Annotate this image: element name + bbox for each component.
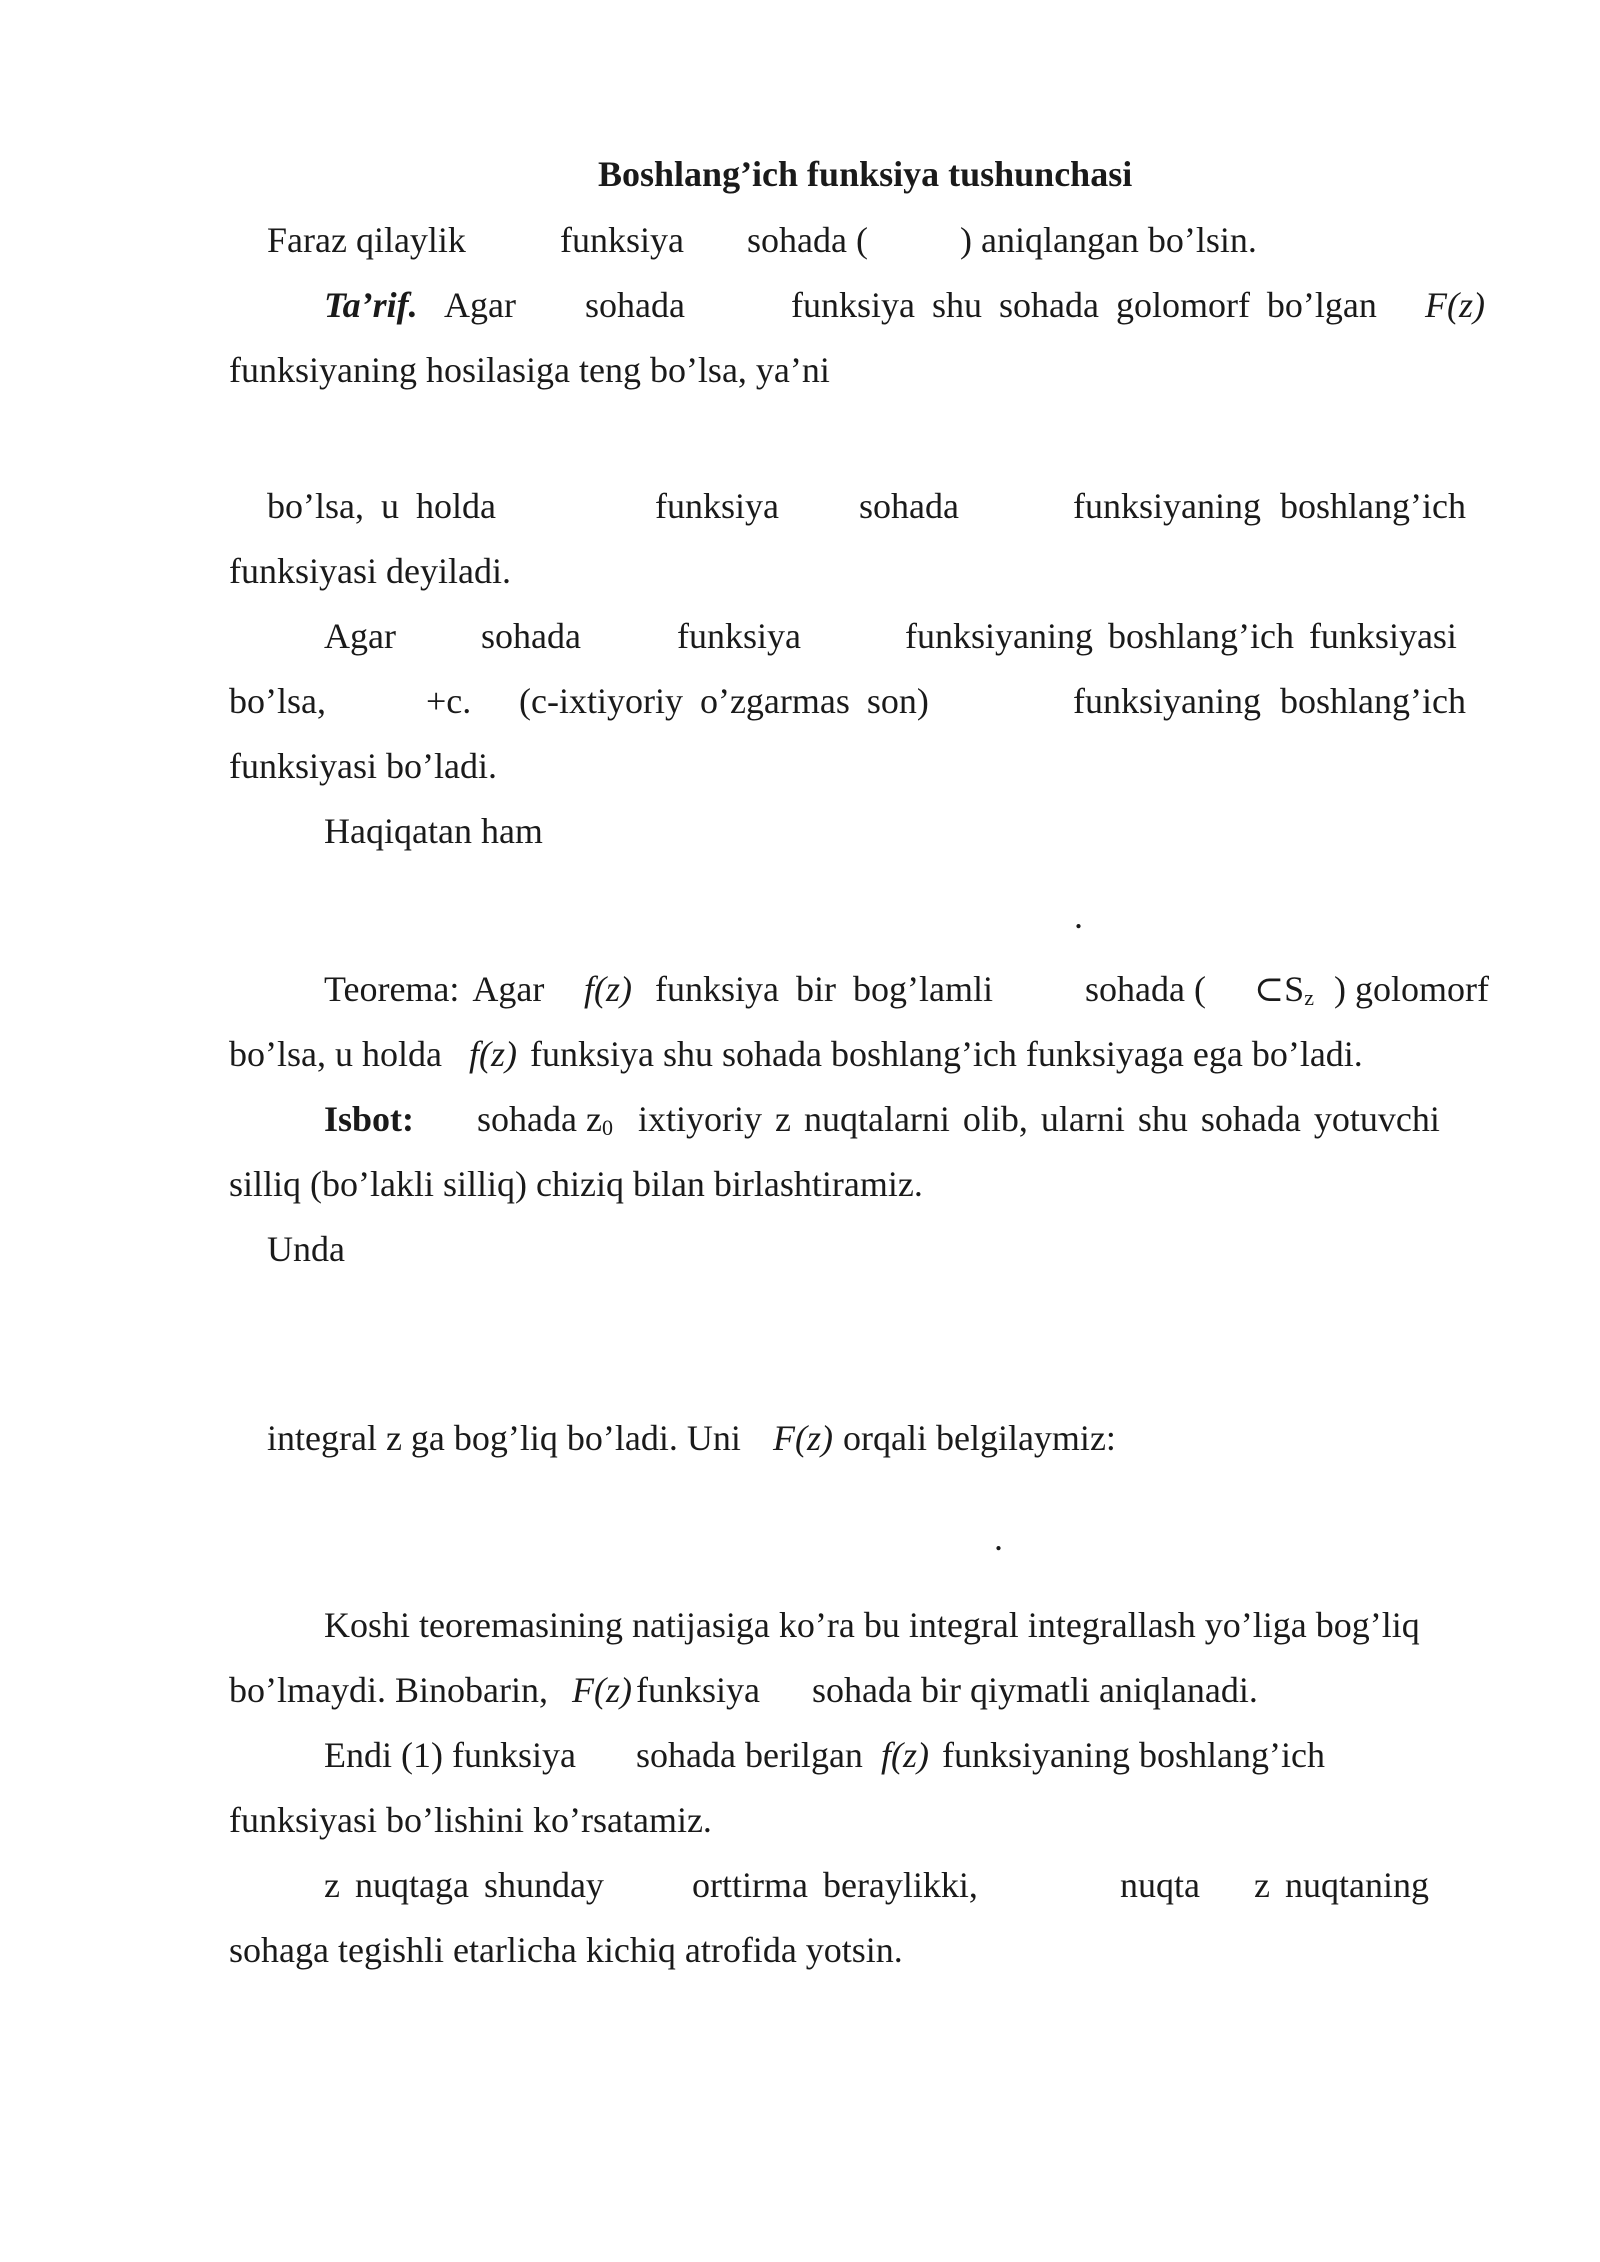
- text: z nuqtaning: [1254, 1865, 1429, 1905]
- text: Faraz qilaylik: [267, 220, 466, 260]
- text: bo’lsa, u holda: [267, 486, 496, 526]
- text: sohada (: [747, 220, 868, 260]
- text: bo’lsa, u holda: [229, 1034, 442, 1074]
- line-15: Unda: [267, 1229, 345, 1269]
- line-9: Haqiqatan ham: [324, 811, 543, 851]
- text: funksiya shu sohada golomorf bo’lgan: [791, 285, 1377, 325]
- text: sohada: [859, 486, 959, 526]
- proof-label: Isbot:: [324, 1099, 415, 1139]
- text: sohada $z_0$: [477, 1099, 613, 1140]
- subset-symbol: $\subset S_z$: [1254, 969, 1314, 1010]
- line-14: silliq (bo’lakli silliq) chiziq bilan birlashtiramiz.: [229, 1164, 923, 1204]
- math-F-z: F(z): [1425, 285, 1485, 325]
- text: sohada (: [1085, 969, 1206, 1009]
- text: Agar: [324, 616, 396, 656]
- text: Endi (1) funksiya: [324, 1735, 576, 1775]
- text: ) golomorf: [1334, 969, 1489, 1009]
- line-8: funksiyasi bo’ladi.: [229, 746, 497, 786]
- text: sohada: [585, 285, 685, 325]
- text: funksiya: [655, 486, 779, 526]
- text: nuqta: [1120, 1865, 1200, 1905]
- page-title: Boshlang’ich funksiya tushunchasi: [598, 154, 1133, 194]
- text: orqali belgilaymiz:: [843, 1418, 1116, 1458]
- text: funksiyaning boshlang’ich: [942, 1735, 1325, 1775]
- math-F-z: F(z): [773, 1418, 833, 1458]
- line-23: sohaga tegishli etarlicha kichiq atrofida yotsin.: [229, 1930, 903, 1970]
- line-3: funksiyaning hosilasiga teng bo’lsa, ya’ni: [229, 350, 830, 390]
- math-f-z: f(z): [584, 969, 632, 1009]
- text: orttirma beraylikki,: [692, 1865, 978, 1905]
- text: funksiyaning boshlang’ich funksiyasi: [905, 616, 1457, 656]
- text: (c-ixtiyoriy o’zgarmas son): [519, 681, 929, 721]
- line-5: funksiyasi deyiladi.: [229, 551, 511, 591]
- math-F-z: F(z): [572, 1670, 632, 1710]
- text: funksiya: [677, 616, 801, 656]
- text: ixtiyoriy z nuqtalarni olib, ularni shu sohada yotuvchi: [638, 1099, 1440, 1139]
- text: funksiyaning boshlang’ich: [1073, 486, 1466, 526]
- text: funksiya: [636, 1670, 760, 1710]
- text: Agar: [444, 285, 516, 325]
- text: integral z ga bog’liq bo’ladi. Uni: [267, 1418, 741, 1458]
- text: funksiya shu sohada boshlang’ich funksiyaga ega bo’ladi.: [530, 1034, 1363, 1074]
- text: sohada berilgan: [636, 1735, 863, 1775]
- line-21: funksiyasi bo’lishini ko’rsatamiz.: [229, 1800, 712, 1840]
- text: bo’lsa,: [229, 681, 326, 721]
- text: sohada: [481, 616, 581, 656]
- text: ) aniqlangan bo’lsin.: [960, 220, 1257, 260]
- line-17-period: .: [994, 1518, 1003, 1558]
- text: +c.: [426, 681, 472, 721]
- text: funksiyaning boshlang’ich: [1073, 681, 1466, 721]
- text: sohada bir qiymatli aniqlanadi.: [812, 1670, 1258, 1710]
- line-10-period: .: [1074, 896, 1083, 936]
- text: funksiya: [560, 220, 684, 260]
- math-f-z: f(z): [469, 1034, 517, 1074]
- text: z nuqtaga shunday: [324, 1865, 604, 1905]
- math-f-z: f(z): [881, 1735, 929, 1775]
- text: bo’lmaydi. Binobarin,: [229, 1670, 548, 1710]
- line-18: Koshi teoremasining natijasiga ko’ra bu integral integrallash yo’liga bog’liq: [324, 1605, 1420, 1645]
- definition-label: Ta’rif.: [324, 285, 418, 325]
- text: funksiya bir bog’lamli: [655, 969, 993, 1009]
- text: Teorema: Agar: [324, 969, 545, 1009]
